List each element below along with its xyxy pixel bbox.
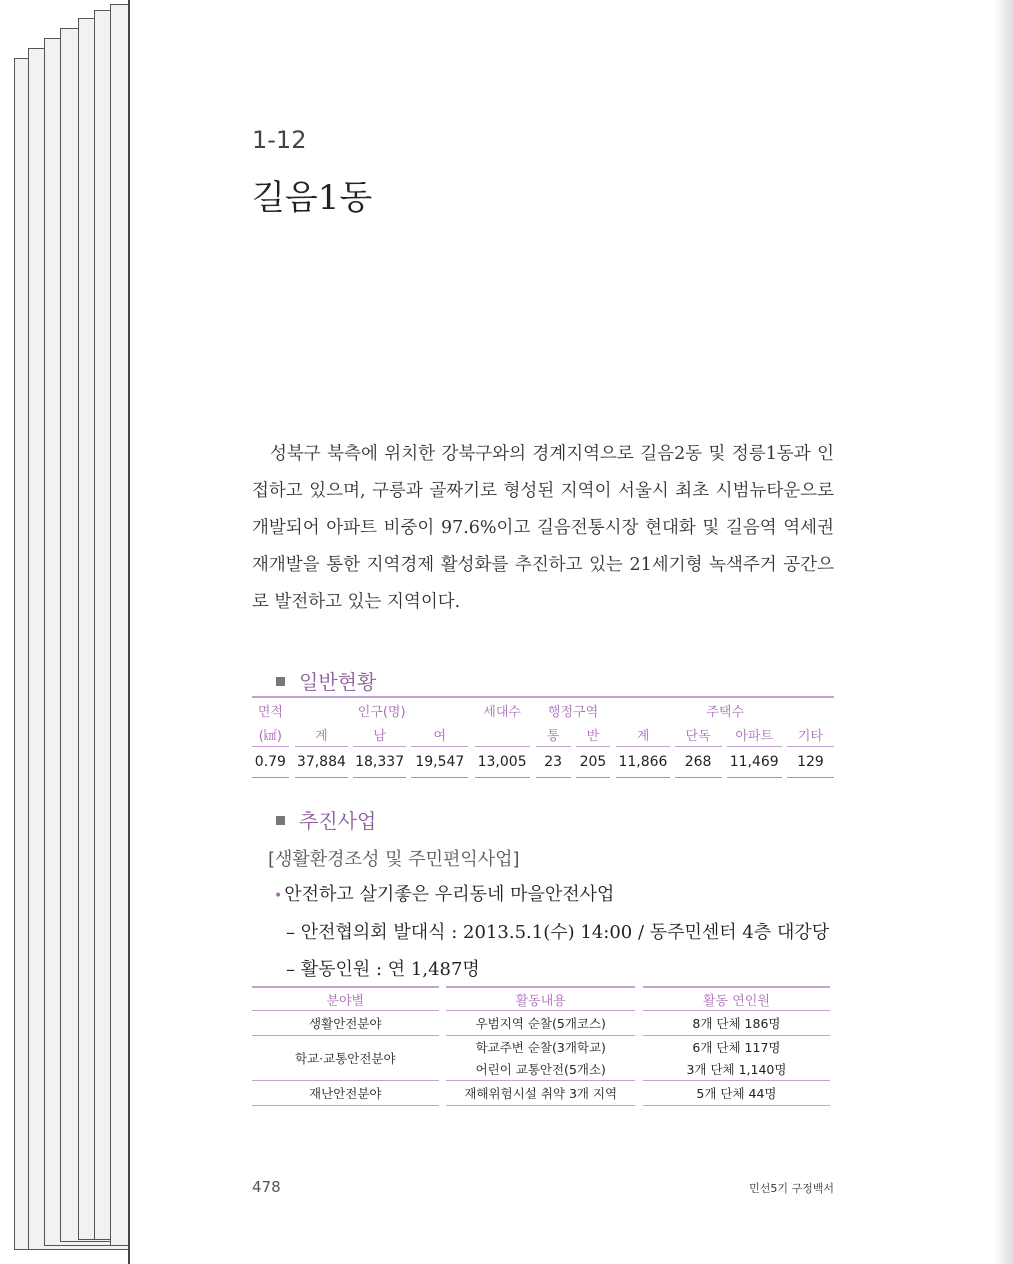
header-tong: 통 bbox=[536, 722, 571, 747]
intro-paragraph: 성북구 북측에 위치한 강북구와의 경계지역으로 길음2동 및 정릉1동과 인접하고 있으며, 구릉과 골짜기로 형성된 지역이 서울시 최초 시범뉴타운으로 개발되어 아파트 비중이 97.6%이고 길음전통시장 현대화 및 길음역 역세권 재개발을 통한 지역경제 활성화를 추진하고 있는 21세기형 녹색주거 공간으로 발전하고 있는 지역이다. bbox=[252, 444, 834, 612]
value-pop-female: 19,547 bbox=[411, 747, 468, 778]
project-detail-participants: – 활동인원 : 연 1,487명 bbox=[286, 959, 480, 980]
cell-activity: 재해위험시설 취약 3개 지역 bbox=[446, 1081, 635, 1106]
header-pop-total: 계 bbox=[295, 722, 348, 747]
general-heading-label: 일반현황 bbox=[299, 670, 377, 694]
cell-activity: 학교주변 순찰(3개학교) bbox=[475, 1040, 606, 1055]
header-housing: 주택수 bbox=[616, 696, 834, 722]
cell-activity: 우범지역 순찰(5개코스) bbox=[446, 1011, 635, 1036]
value-ban: 205 bbox=[576, 747, 611, 778]
square-bullet-icon bbox=[276, 816, 285, 825]
header-area-unit: (㎢) bbox=[252, 722, 289, 747]
value-households: 13,005 bbox=[475, 747, 530, 778]
square-bullet-icon bbox=[276, 677, 285, 686]
header-area: 면적 bbox=[252, 696, 289, 722]
value-pop-male: 18,337 bbox=[353, 747, 406, 778]
project-bullet-item bbox=[274, 880, 614, 906]
header-ban: 반 bbox=[576, 722, 611, 747]
cell-field: 생활안전분야 bbox=[252, 1011, 439, 1036]
value-apartment: 11,469 bbox=[727, 747, 782, 778]
header-pop-male: 남 bbox=[353, 722, 406, 747]
book-title: 민선5기 구정백서 bbox=[749, 1182, 834, 1195]
cell-activity: 어린이 교통안전(5개소) bbox=[446, 1058, 635, 1081]
header-house-total: 계 bbox=[616, 722, 669, 747]
value-house-total: 11,866 bbox=[616, 747, 669, 778]
value-detached: 268 bbox=[675, 747, 722, 778]
header-activity: 활동내용 bbox=[446, 986, 635, 1011]
value-other: 129 bbox=[787, 747, 834, 778]
header-population: 인구(명) bbox=[295, 696, 469, 722]
header-households: 세대수 bbox=[475, 696, 530, 722]
cell-participants: 8개 단체 186명 bbox=[643, 1011, 830, 1036]
project-category: [생활환경조성 및 주민편익사업] bbox=[268, 849, 520, 870]
header-detached: 단독 bbox=[675, 722, 722, 747]
cell-participants: 5개 단체 44명 bbox=[643, 1081, 830, 1106]
cell-field: 학교·교통안전분야 bbox=[252, 1036, 439, 1081]
project-bullet-text: 안전하고 살기좋은 우리동네 마을안전사업 bbox=[284, 884, 615, 905]
header-admin: 행정구역 bbox=[536, 696, 611, 722]
page-shadow bbox=[994, 0, 1014, 1264]
project-detail-ceremony: – 안전협의회 발대식 : 2013.5.1(수) 14:00 / 동주민센터 4층 대강당 bbox=[286, 922, 830, 943]
dot-bullet-icon: • bbox=[274, 888, 283, 904]
projects-heading-label: 추진사업 bbox=[299, 809, 377, 833]
value-pop-total: 37,884 bbox=[295, 747, 348, 778]
header-field: 분야별 bbox=[252, 986, 439, 1011]
header-pop-female: 여 bbox=[411, 722, 468, 747]
general-heading bbox=[276, 666, 376, 695]
activity-table bbox=[252, 986, 830, 1106]
projects-heading bbox=[276, 805, 376, 834]
section-number: 1-12 bbox=[252, 126, 307, 154]
section-title: 길음1동 bbox=[252, 178, 373, 218]
header-participants: 활동 연인원 bbox=[643, 986, 830, 1011]
general-status-table bbox=[252, 696, 834, 778]
header-apartment: 아파트 bbox=[727, 722, 782, 747]
value-tong: 23 bbox=[536, 747, 571, 778]
cell-participants: 3개 단체 1,140명 bbox=[643, 1058, 830, 1081]
cell-participants: 6개 단체 117명 bbox=[692, 1040, 781, 1055]
page-number: 478 bbox=[252, 1178, 281, 1196]
header-other: 기타 bbox=[787, 722, 834, 747]
cell-field: 재난안전분야 bbox=[252, 1081, 439, 1106]
value-area: 0.79 bbox=[252, 747, 289, 778]
